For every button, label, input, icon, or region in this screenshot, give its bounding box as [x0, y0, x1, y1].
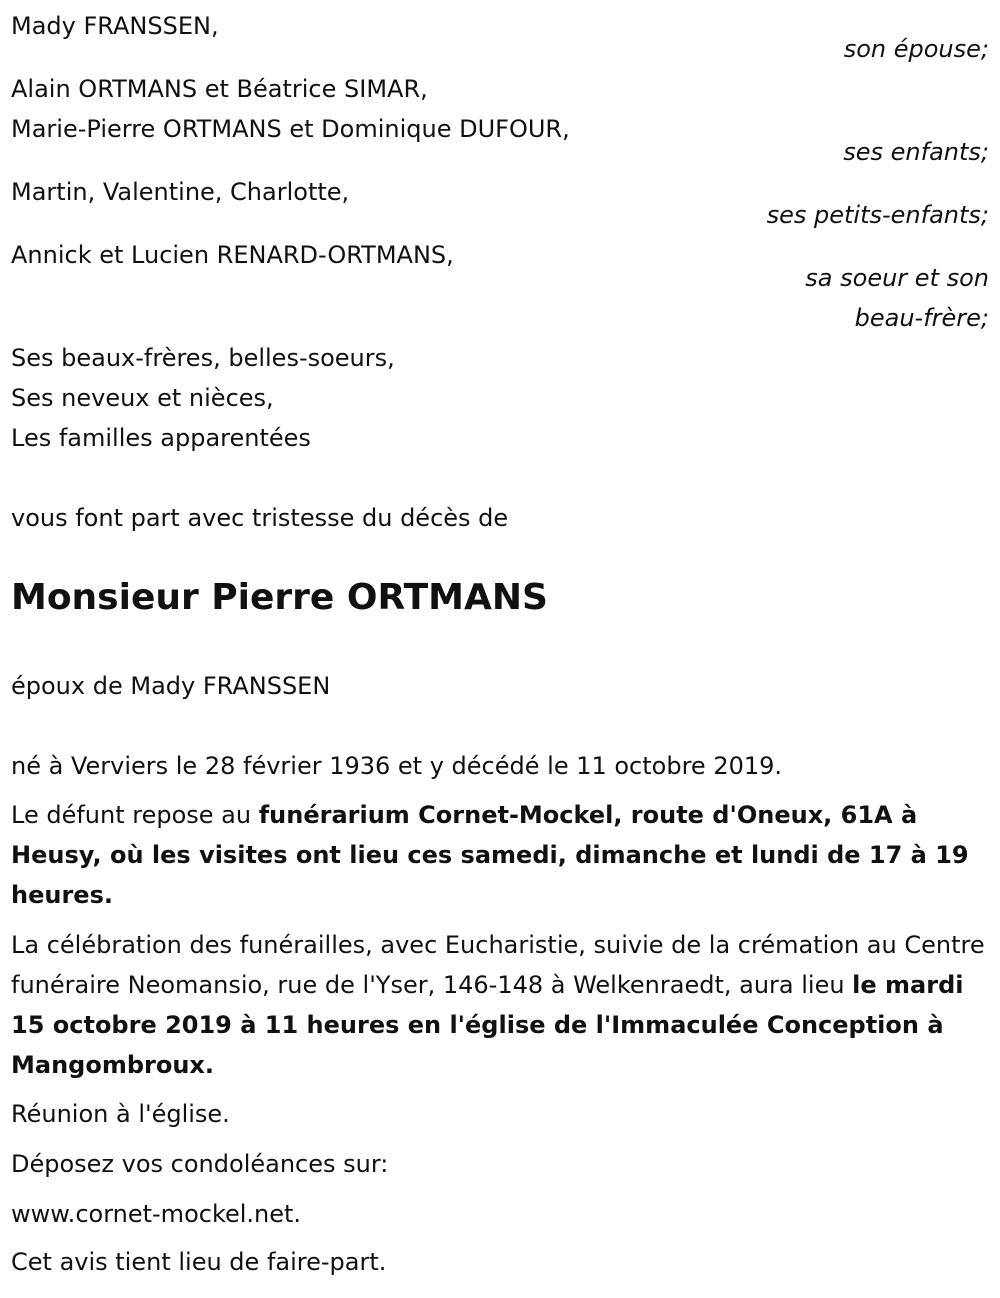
reunion: Réunion à l'église. [11, 1100, 230, 1128]
condolences: Déposez vos condoléances sur: [11, 1150, 389, 1178]
spouse-role: son épouse; [843, 35, 989, 63]
grandchildren-role: ses petits-enfants; [766, 201, 989, 229]
website-link[interactable]: www.cornet-mockel.net. [11, 1200, 302, 1228]
birth-death: né à Verviers le 28 février 1936 et y décédé le 11 octobre 2019. [11, 752, 783, 780]
extended-family-3: Les familles apparentées [11, 424, 311, 452]
announcement: vous font part avec tristesse du décès de [11, 504, 509, 532]
deceased-name: Monsieur Pierre ORTMANS [11, 577, 548, 618]
children-role: ses enfants; [843, 138, 989, 166]
closing: Cet avis tient lieu de faire-part. [11, 1248, 387, 1276]
ceremony-details: le mardi 15 octobre 2019 à 11 heures en l'église de l'Immaculée Conception à Mangombroux. [11, 971, 964, 1079]
spouse-of: époux de Mady FRANSSEN [11, 672, 331, 700]
ceremony-paragraph [11, 925, 991, 1085]
extended-family-2: Ses neveux et nièces, [11, 384, 274, 412]
grandchildren: Martin, Valentine, Charlotte, [11, 178, 350, 206]
ceremony-intro: La célébration des funérailles, avec Eucharistie, suivie de la crémation au Centre funéraire Neomansio, rue de l'Yser, 146-148 à Welkenraedt, aura lieu [11, 931, 985, 999]
extended-family-1: Ses beaux-frères, belles-soeurs, [11, 344, 395, 372]
sibling-role-line1: sa soeur et son [805, 264, 989, 292]
repose-intro: Le défunt repose au [11, 801, 259, 829]
child-1: Alain ORTMANS et Béatrice SIMAR, [11, 75, 428, 103]
repose-details: funérarium Cornet-Mockel, route d'Oneux, 61A à Heusy, où les visites ont lieu ces samedi, dimanche et lundi de 17 à 19 heures. [11, 801, 969, 909]
sibling-role-line2: beau-frère; [854, 304, 989, 332]
sibling: Annick et Lucien RENARD-ORTMANS, [11, 241, 454, 269]
spouse-name: Mady FRANSSEN, [11, 12, 219, 40]
repose-paragraph [11, 795, 991, 915]
child-2: Marie-Pierre ORTMANS et Dominique DUFOUR, [11, 115, 570, 143]
